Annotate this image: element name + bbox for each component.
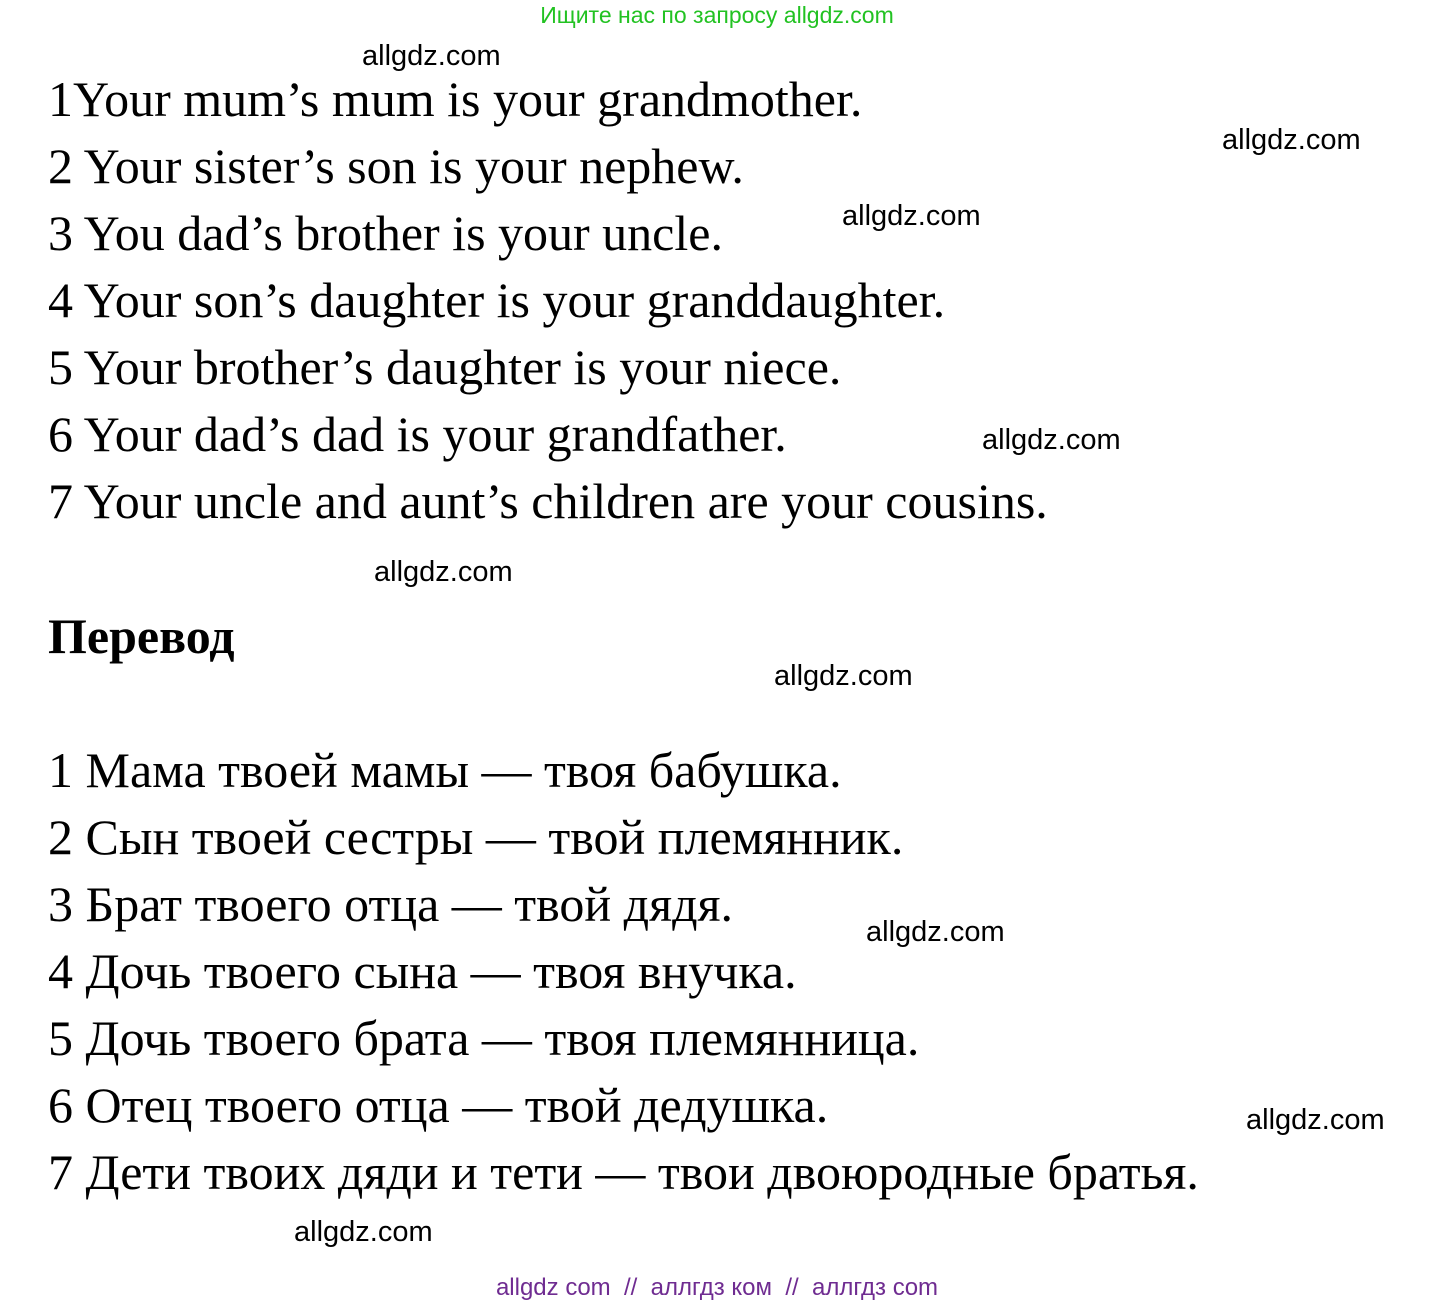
english-line-1: 1Your mum’s mum is your grandmother.: [48, 71, 863, 127]
russian-line-4: 4 Дочь твоего сына — твоя внучка.: [48, 943, 797, 999]
watermark: allgdz.com: [374, 556, 513, 588]
english-line-4: 4 Your son’s daughter is your granddaughter.: [48, 272, 946, 328]
english-line-3: 3 You dad’s brother is your uncle.: [48, 205, 723, 261]
footer-links: allgdz com // аллгдз ком // аллгдз com: [495, 1274, 939, 1301]
russian-line-2: 2 Сын твоей сестры — твой племянник.: [48, 809, 904, 865]
top-banner: Ищите нас по запросу allgdz.com: [540, 2, 894, 28]
russian-line-1: 1 Мама твоей мамы — твоя бабушка.: [48, 742, 842, 798]
translation-heading: Перевод: [48, 608, 235, 664]
watermark: allgdz.com: [982, 424, 1121, 456]
english-line-6: 6 Your dad’s dad is your grandfather.: [48, 406, 787, 462]
watermark: allgdz.com: [1222, 124, 1361, 156]
watermark: allgdz.com: [294, 1216, 433, 1248]
english-line-5: 5 Your brother’s daughter is your niece.: [48, 339, 842, 395]
russian-line-6: 6 Отец твоего отца — твой дедушка.: [48, 1077, 829, 1133]
english-line-7: 7 Your uncle and aunt’s children are your cousins.: [48, 473, 1048, 529]
watermark: allgdz.com: [842, 200, 981, 232]
watermark: allgdz.com: [362, 40, 501, 72]
watermark: allgdz.com: [1246, 1104, 1385, 1136]
watermark: allgdz.com: [774, 660, 913, 692]
watermark: allgdz.com: [866, 916, 1005, 948]
russian-line-5: 5 Дочь твоего брата — твоя племянница.: [48, 1010, 920, 1066]
russian-line-7: 7 Дети твоих дяди и тети — твои двоюродные братья.: [48, 1144, 1199, 1200]
russian-line-3: 3 Брат твоего отца — твой дядя.: [48, 876, 734, 932]
english-line-2: 2 Your sister’s son is your nephew.: [48, 138, 744, 194]
